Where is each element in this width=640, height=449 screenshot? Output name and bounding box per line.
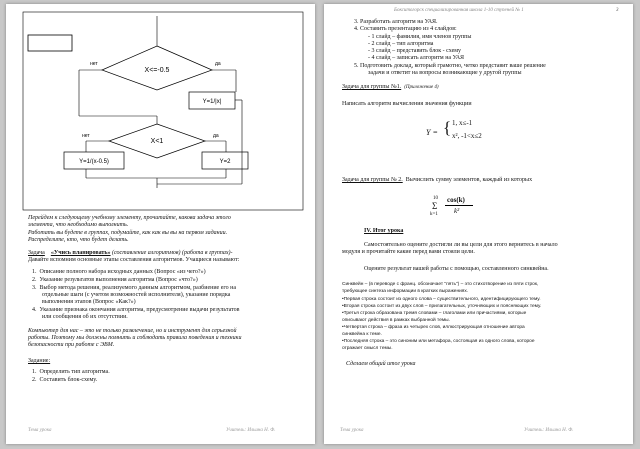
step-1: 1. Описание полного набора исходных данных (Вопрос «из чего?») xyxy=(32,269,206,275)
sinkwine-5: •Третья строка образована тремя словами – глаголами или причастиями, которые xyxy=(342,311,527,316)
intro-2: элемента, что необходимо выполнить. xyxy=(28,222,129,228)
slide-2: - 2 слайд – тип алгоритма xyxy=(368,41,434,47)
svg-text:Y=2: Y=2 xyxy=(219,159,231,165)
computer-3: безопасности при работе с ЭВМ. xyxy=(28,342,115,348)
step-4b: или сообщения об их отсутствии. xyxy=(42,314,128,320)
right-footer: Тема урока Учитель: Ильина Н. Ф. xyxy=(340,428,574,433)
computer-1: Компьютер для нас – это не только развлечение, но и инструмент для серьезной xyxy=(28,328,237,334)
flowchart xyxy=(6,4,315,214)
empty-box xyxy=(28,35,72,51)
func-brace: { xyxy=(443,118,452,137)
sinkwine-intro: Оцените результат вашей работы с помощью, составленного синквейна. xyxy=(364,266,549,272)
slide-4: - 4 слайд – записать алгоритм на УАЯ xyxy=(368,55,465,61)
zad-2: 2. Составить блок-схему. xyxy=(32,377,98,383)
sinkwine-4: •Вторая строка состоит из двух слов – прилагательных, уточняющих и поясняющих тему. xyxy=(342,304,542,309)
step-3c: выполнения этапов (Вопрос «Как?») xyxy=(42,299,136,305)
slide-1: - 1 слайд – фамилия, имя членов группы xyxy=(368,34,472,40)
step-4: 4. Указание признака окончания алгоритма, предусмотрение выдачи результатов xyxy=(32,307,240,313)
task-line-2: Давайте вспомним основные этапы составления алгоритмов. Учащиеся называют: xyxy=(28,257,240,263)
sinkwine-9: •Последняя строка – это синоним или метафора, состоящая из одного слова, которое xyxy=(342,339,535,344)
results-1: Самостоятельно оцените достигли ли вы цели для этого вернитесь в начало xyxy=(364,242,558,248)
svg-text:X<=-0.5: X<=-0.5 xyxy=(144,67,170,74)
left-footer: Тема урока Учитель: Ильина Н. Ф. xyxy=(28,428,276,433)
sum-fraction-line xyxy=(445,205,473,206)
intro-4: Распределите, кто, что будет делать. xyxy=(28,237,129,243)
sinkwine-2: требующее синтеза информации в кратких выражениях. xyxy=(342,289,469,294)
func-y: Y = xyxy=(426,128,438,137)
svg-text:нет: нет xyxy=(82,133,90,139)
results-2: модуля и прочитайте какие перед вами стояли цели. xyxy=(342,249,475,255)
zad-1: 1. Определить тип алгоритма. xyxy=(32,369,110,375)
sinkwine-10: отражает смысл темы. xyxy=(342,346,393,351)
zadanie-title: Задание: xyxy=(28,358,51,364)
step-3b: отдельные шаги (с учетом возможностей исполнителя), указание порядка xyxy=(42,292,231,298)
sinkwine-8: синквейна к теме. xyxy=(342,332,382,337)
list-4: 4. Составить презентацию из 4 слайдов: xyxy=(354,26,457,32)
svg-text:X<1: X<1 xyxy=(150,138,164,145)
svg-text:да: да xyxy=(213,133,219,139)
left-page xyxy=(6,4,315,444)
sum-den: k² xyxy=(454,207,460,215)
page-header: Бокситогорск специализированная школа 1-10 ступеней № 1 xyxy=(394,8,524,13)
func-case-1: 1, x≤-1 xyxy=(452,119,473,127)
list-3: 3. Разработать алгоритм на УАЯ. xyxy=(354,19,438,25)
svg-text:Y=1/(x-0.5): Y=1/(x-0.5) xyxy=(79,159,109,165)
group2: Задача для группы № 2. Вычислить сумму элементов, каждый из которых xyxy=(342,177,533,183)
svg-text:Y=1/|x|: Y=1/|x| xyxy=(202,99,222,105)
summary: Сделаем общий итог урока xyxy=(346,361,416,367)
sinkwine-6: описывают действия в рамках выбранной темы. xyxy=(342,318,450,323)
computer-2: работы. Поэтому мы должны помнить и соблюдать правила поведения и техники xyxy=(28,335,242,341)
sum-sign: Σ xyxy=(432,201,438,211)
intro-1: Перейдем к следующему учебному элементу, прочитайте, какова задача этого xyxy=(28,215,231,221)
list-5b: задачи и ответит на вопросы возникающие у другой группы xyxy=(368,70,522,76)
sum-top: 10 xyxy=(433,196,438,201)
task-line: Задача «Учись планировать» (составление алгоритмов) (работа в группах)- xyxy=(28,250,233,256)
results-title: IV. Итог урока xyxy=(364,228,404,234)
sinkwine-3: •Первая строка состоит из одного слова – существительного, идентифицирующего тему. xyxy=(342,297,541,302)
sum-num: cos(k) xyxy=(447,196,465,204)
sinkwine-7: •Четвертая строка – фраза из четырех слов, иллюстрирующая отношение автора xyxy=(342,325,525,330)
svg-text:нет: нет xyxy=(90,61,98,67)
func-case-2: x², -1<x≤2 xyxy=(452,132,482,140)
list-5: 5. Подготовить доклад, который грамотно, четко представит ваше решение xyxy=(354,63,546,69)
page-number: 3 xyxy=(616,8,619,13)
group1-text: Написать алгоритм вычисления значения функции xyxy=(342,101,472,107)
step-3: 3. Выбор метода решения, реализуемого данным алгоритмом, разбиение его на xyxy=(32,285,237,291)
sum-bot: k=1 xyxy=(430,212,438,217)
intro-3: Работать вы будете в группах, подумайте, как как вы вы на первом задании. xyxy=(28,230,228,236)
slide-3: - 3 слайд – представить блок - схему xyxy=(368,48,462,54)
right-page xyxy=(324,4,633,444)
svg-text:да: да xyxy=(215,61,221,67)
flowchart-frame xyxy=(23,12,303,210)
step-2: 2. Указание результатов выполнения алгоритма (Вопрос «что?») xyxy=(32,277,198,283)
group1-title: Задача для группы №1. (Приложение 4) xyxy=(342,84,439,90)
sinkwine-1: Синквейн – (в переводе с франц. обозначает "пять") – это стихотворение из пяти строк, xyxy=(342,282,539,287)
